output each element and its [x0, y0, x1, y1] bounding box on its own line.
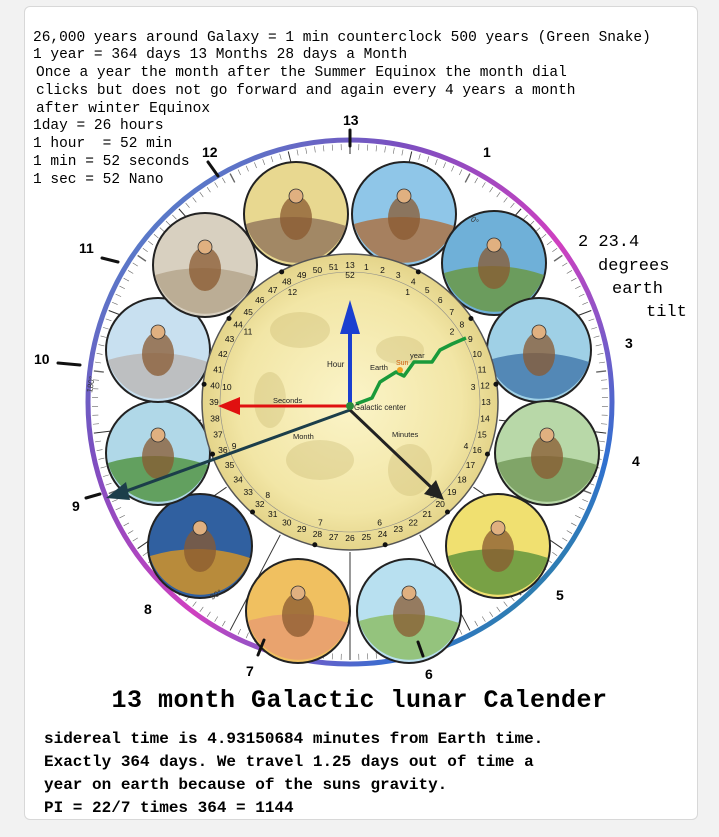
dial-number-52: 52 [345, 270, 355, 280]
note-line-8: 1 min = 52 seconds [33, 154, 190, 170]
footer-line-1: sidereal time is 4.93150684 minutes from Earth time. [44, 730, 544, 748]
outer-number-13: 13 [343, 112, 359, 128]
dial-number: 50 [312, 264, 323, 275]
note-line-6: 1day = 26 hours [33, 118, 164, 134]
dial-month-number: 12 [287, 287, 298, 298]
label-earth: Earth [370, 363, 388, 372]
month-dot [250, 510, 255, 515]
dial-month-number: 8 [265, 489, 271, 500]
dial-month-number: 7 [317, 517, 323, 528]
dial-number: 16 [472, 445, 482, 456]
dial-number-top: 13 [345, 260, 355, 270]
note-line-9: 1 sec = 52 Nano [33, 172, 164, 188]
month-dot [312, 542, 317, 547]
dial-number: 6 [437, 295, 443, 306]
dial-month-number: 4 [463, 440, 469, 451]
dial-number: 21 [422, 508, 432, 519]
outer-number-3: 3 [625, 335, 633, 351]
dial-number: 47 [268, 285, 278, 296]
ring-mark-0: 0° [468, 214, 481, 227]
label-year: year [410, 351, 425, 360]
dial-number: 33 [243, 487, 253, 498]
tilt-line-2: degrees [598, 257, 670, 276]
dial-month-number: 10 [222, 382, 232, 393]
dial-number: 24 [377, 529, 388, 540]
zodiac-goat-medallion [352, 162, 456, 266]
zodiac-fishes-medallion [487, 298, 591, 402]
month-dot [279, 269, 284, 274]
dial-number: 20 [435, 498, 445, 509]
dial-number: 23 [393, 524, 403, 535]
dial-month-number: 3 [470, 382, 476, 393]
label-sun: Sun [396, 360, 409, 367]
tilt-line-1: 2 23.4 [578, 233, 640, 252]
zodiac-ram-medallion [495, 401, 599, 505]
dial-number: 38 [210, 413, 220, 424]
dial-number: 12 [480, 380, 490, 391]
zodiac-lion-medallion [148, 494, 252, 598]
dial-number: 49 [297, 269, 307, 280]
outer-number-10: 10 [34, 351, 50, 367]
ring-mark-180: 180° [85, 375, 97, 394]
dial-number: 51 [328, 261, 339, 272]
tilt-line-3: earth [612, 280, 664, 299]
note-line-5: after winter Equinox [36, 101, 211, 117]
dial-month-number: 2 [449, 326, 455, 337]
dial-number: 5 [424, 285, 430, 296]
footer-line-3: year on earth because of the suns gravity. [44, 776, 448, 794]
dial-number: 9 [468, 333, 473, 344]
zodiac-bull-medallion [446, 494, 550, 598]
sun-marker [397, 367, 403, 373]
dial-number: 25 [361, 532, 372, 543]
dial-number: 34 [233, 474, 243, 485]
diagram-title: 13 month Galactic lunar Calender [111, 686, 608, 715]
dial-month-number: 11 [243, 326, 253, 337]
month-dot [485, 452, 490, 457]
dial-number: 37 [213, 429, 223, 440]
dial-number: 3 [395, 269, 401, 280]
month-dot [493, 382, 498, 387]
dial-number: 40 [210, 380, 220, 391]
dial-number: 44 [233, 319, 243, 330]
outer-number-1: 1 [483, 144, 491, 160]
month-dot [227, 316, 232, 321]
footer-line-2: Exactly 364 days. We travel 1.25 days out of time a [44, 753, 534, 771]
footer-line-4: PI = 22/7 times 364 = 1144 [44, 799, 294, 817]
dial-number: 39 [209, 397, 219, 407]
dial-month-number: 1 [405, 287, 410, 298]
dial-number: 42 [218, 348, 228, 359]
dial-number: 45 [243, 306, 253, 317]
dial-number: 41 [213, 364, 223, 375]
dial-number: 14 [480, 413, 490, 424]
dial-number: 32 [255, 498, 265, 509]
ring-mark-90: 90° [208, 587, 224, 602]
note-line-4: clicks but does not go forward and again every 4 years a month [36, 83, 576, 99]
dial-month-number: 9 [231, 440, 237, 451]
dial-number: 11 [477, 364, 487, 375]
outer-number-9: 9 [72, 498, 80, 514]
dial-number: 7 [449, 306, 455, 317]
dial-number: 30 [282, 517, 292, 528]
note-line-2: 1 year = 364 days 13 Months 28 days a Month [33, 47, 408, 63]
zodiac-twins-medallion [357, 559, 461, 663]
month-dot [416, 269, 421, 274]
zodiac-archer-medallion [244, 162, 348, 266]
note-line-7: 1 hour = 52 min [33, 136, 173, 152]
dial-number: 46 [255, 295, 265, 306]
tilt-line-4: tilt [646, 303, 687, 322]
dial-number: 19 [447, 487, 457, 498]
outer-number-12: 12 [202, 144, 218, 160]
dial-number: 2 [380, 264, 385, 275]
dial-number: 43 [224, 333, 235, 344]
dial-number: 17 [465, 460, 476, 471]
dial-month-number: 6 [377, 517, 383, 528]
dial-number: 31 [268, 508, 278, 519]
outer-number-7: 7 [246, 663, 254, 679]
month-dot [383, 542, 388, 547]
month-dot [210, 452, 215, 457]
dial-number: 1 [364, 261, 369, 272]
dial-number: 27 [328, 532, 339, 543]
dial-number: 15 [477, 429, 487, 440]
note-line-1: 26,000 years around Galaxy = 1 min counterclock 500 years (Green Snake) [33, 30, 651, 46]
dial-number: 22 [408, 517, 418, 528]
dial-number: 48 [282, 276, 292, 287]
month-dot [468, 316, 473, 321]
dial-number: 29 [297, 524, 307, 535]
dial-number: 18 [457, 474, 467, 485]
label-seconds: Seconds [273, 396, 303, 405]
label-minutes: Minutes [392, 430, 419, 439]
month-dot [202, 382, 207, 387]
dial-number: 35 [224, 460, 235, 471]
label-galactic-center: Galactic center [354, 403, 407, 412]
dial-number: 10 [472, 348, 482, 359]
dial-number: 4 [410, 276, 416, 287]
dial-number: 8 [459, 319, 465, 330]
dial-number: 26 [345, 533, 355, 543]
dial-number: 28 [312, 529, 323, 540]
outer-number-5: 5 [556, 587, 564, 603]
month-dot [445, 510, 450, 515]
outer-number-6: 6 [425, 666, 433, 682]
outer-number-11: 11 [79, 240, 94, 256]
outer-number-8: 8 [144, 601, 152, 617]
outer-number-4: 4 [632, 453, 640, 469]
label-hour: Hour [327, 360, 345, 369]
label-month: Month [293, 432, 314, 441]
note-line-3: Once a year the month after the Summer Equinox the month dial [36, 65, 567, 81]
dial-number: 36 [218, 445, 228, 456]
dial-number: 13 [481, 397, 491, 407]
hub [346, 402, 354, 410]
